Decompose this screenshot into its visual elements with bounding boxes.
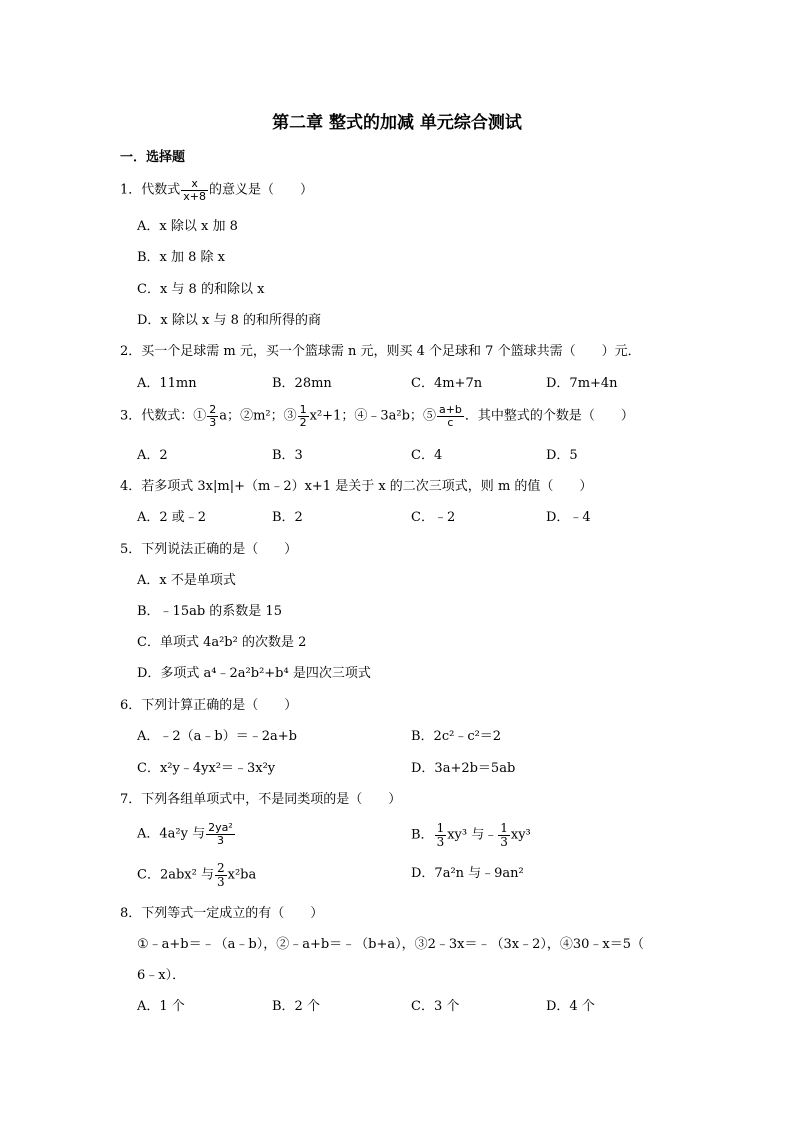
question-8-stem: 8．下列等式一定成立的有（ ） bbox=[120, 906, 324, 921]
q3-f3-den: 2 bbox=[299, 415, 307, 429]
q3-option-d[interactable]: D．5 bbox=[546, 448, 578, 463]
q7-b-fraction-1 bbox=[435, 822, 447, 848]
question-2-stem: 2．买一个足球需 m 元，买一个篮球需 n 元，则买 4 个足球和 7 个篮球共需（ ）元． bbox=[120, 344, 641, 359]
question-6-stem: 6．下列计算正确的是（ ） bbox=[120, 698, 298, 713]
q1-stem-pre: 1．代数式 bbox=[120, 182, 181, 198]
q4-option-a[interactable]: A．2 或﹣2 bbox=[137, 510, 207, 525]
q3-stem-pre: 3．代数式： bbox=[120, 408, 194, 424]
q7-b-post: xy³ bbox=[510, 827, 531, 843]
q7-c-post: x²ba bbox=[227, 867, 257, 883]
q3-item-1-number: ① bbox=[193, 408, 207, 424]
q1-stem-post: 的意义是（ ） bbox=[209, 182, 314, 198]
q1-option-b[interactable]: B．x 加 8 除 x bbox=[137, 250, 226, 265]
q7-c-den: 3 bbox=[216, 874, 225, 889]
q2-option-a[interactable]: A．11mn bbox=[137, 376, 197, 391]
q4-option-b[interactable]: B．2 bbox=[272, 510, 303, 525]
q8-option-a[interactable]: A．1 个 bbox=[137, 999, 185, 1014]
q6-option-a[interactable]: A．﹣2（a﹣b）＝﹣2a+b bbox=[137, 729, 297, 744]
q4-option-d[interactable]: D．﹣4 bbox=[546, 510, 591, 525]
q3-item-2-number: ② bbox=[240, 408, 254, 424]
q3-f1-den: 3 bbox=[209, 415, 217, 429]
question-1-stem bbox=[120, 178, 313, 202]
q7-b-num2: 1 bbox=[500, 821, 508, 835]
q7-option-d[interactable]: D．7a²n 与﹣9an² bbox=[411, 866, 524, 881]
question-4-stem: 4．若多项式 3x|m|+（m﹣2）x+1 是关于 x 的二次三项式，则 m 的值（ ） bbox=[120, 479, 593, 494]
q6-option-d[interactable]: D．3a+2b＝5ab bbox=[411, 761, 516, 776]
q8-option-b[interactable]: B．2 个 bbox=[272, 999, 320, 1014]
q3-item-3-fraction bbox=[298, 404, 309, 428]
q8-statements-line-1: ①﹣a+b＝﹣（a﹣b），②﹣a+b＝﹣（b+a），③2﹣3x＝﹣（3x﹣2），④30﹣x＝5（ bbox=[137, 937, 645, 952]
q1-frac-den: x+8 bbox=[183, 189, 207, 203]
q3-f5-num: a+b bbox=[438, 403, 462, 416]
q7-c-pre: C．2abx² 与 bbox=[137, 867, 214, 883]
q3-option-c[interactable]: C．4 bbox=[411, 448, 443, 463]
q5-option-a[interactable]: A．x 不是单项式 bbox=[137, 573, 236, 588]
q4-option-c[interactable]: C．﹣2 bbox=[411, 510, 456, 525]
q7-b-mid: xy³ 与﹣ bbox=[447, 827, 498, 843]
q7-b-den2: 3 bbox=[500, 834, 508, 849]
question-7-stem: 7．下列各组单项式中，不是同类项的是（ ） bbox=[120, 792, 402, 807]
q7-b-pre: B． bbox=[411, 827, 434, 843]
q3-f1-num: 2 bbox=[209, 403, 217, 416]
page-title: 第二章 整式的加减 单元综合测试 bbox=[272, 113, 522, 133]
q1-fraction bbox=[181, 178, 208, 202]
q8-statements-line-2: 6﹣x）． bbox=[137, 968, 186, 983]
q3-option-b[interactable]: B．3 bbox=[272, 448, 303, 463]
q8-option-d[interactable]: D．4 个 bbox=[546, 999, 595, 1014]
q6-option-c[interactable]: C．x²y﹣4yx²＝﹣3x²y bbox=[137, 761, 276, 776]
q5-option-b[interactable]: B．﹣15ab 的系数是 15 bbox=[137, 604, 282, 619]
q5-option-d[interactable]: D．多项式 a⁴﹣2a²b²+b⁴ 是四次三项式 bbox=[137, 666, 371, 681]
q7-option-c[interactable] bbox=[137, 862, 256, 888]
q1-option-a[interactable]: A．x 除以 x 加 8 bbox=[137, 219, 238, 234]
q3-item-3-expr: x²+1； bbox=[309, 408, 355, 424]
q2-option-b[interactable]: B．28mn bbox=[272, 376, 332, 391]
q3-f5-den: c bbox=[437, 416, 464, 429]
question-5-stem: 5．下列说法正确的是（ ） bbox=[120, 542, 298, 557]
q7-option-a[interactable] bbox=[137, 822, 236, 846]
q3-item-4-number: ④ bbox=[354, 408, 368, 424]
section-heading: 一．选择题 bbox=[120, 150, 186, 165]
question-3-stem bbox=[120, 404, 634, 428]
q5-option-c[interactable]: C．单项式 4a²b² 的次数是 2 bbox=[137, 635, 307, 650]
q1-option-d[interactable]: D．x 除以 x 与 8 的和所得的商 bbox=[137, 313, 322, 328]
q2-option-c[interactable]: C．4m+7n bbox=[411, 376, 483, 391]
q3-item-5-number: ⑤ bbox=[422, 408, 436, 424]
q3-item-5-fraction bbox=[437, 404, 464, 428]
q7-b-fraction-2 bbox=[498, 822, 510, 848]
q8-option-c[interactable]: C．3 个 bbox=[411, 999, 460, 1014]
q7-a-pre: A．4a²y 与 bbox=[137, 826, 206, 842]
q7-c-fraction bbox=[215, 862, 227, 888]
q1-frac-num: x bbox=[191, 177, 198, 190]
q7-a-fraction bbox=[206, 822, 235, 846]
q6-option-b[interactable]: B．2c²﹣c²＝2 bbox=[411, 729, 502, 744]
q7-a-den: 3 bbox=[206, 834, 235, 847]
q7-c-num: 2 bbox=[216, 861, 225, 875]
q7-b-num1: 1 bbox=[436, 821, 445, 835]
q3-item-1-fraction bbox=[207, 404, 218, 428]
q7-a-num: 2ya² bbox=[208, 821, 233, 834]
q7-option-b[interactable] bbox=[411, 822, 531, 848]
q3-item-2-expr: m²； bbox=[253, 408, 284, 424]
q3-stem-post: ．其中整式的个数是（ ） bbox=[464, 408, 634, 424]
q3-item-1-expr: a； bbox=[219, 408, 241, 424]
q3-f3-num: 1 bbox=[299, 403, 307, 416]
q2-option-d[interactable]: D．7m+4n bbox=[546, 376, 618, 391]
q3-item-3-number: ③ bbox=[283, 408, 297, 424]
q3-item-4-expr: ﹣3a²b； bbox=[367, 408, 423, 424]
q7-b-den1: 3 bbox=[436, 834, 445, 849]
q1-option-c[interactable]: C．x 与 8 的和除以 x bbox=[137, 282, 265, 297]
q3-option-a[interactable]: A．2 bbox=[137, 448, 168, 463]
